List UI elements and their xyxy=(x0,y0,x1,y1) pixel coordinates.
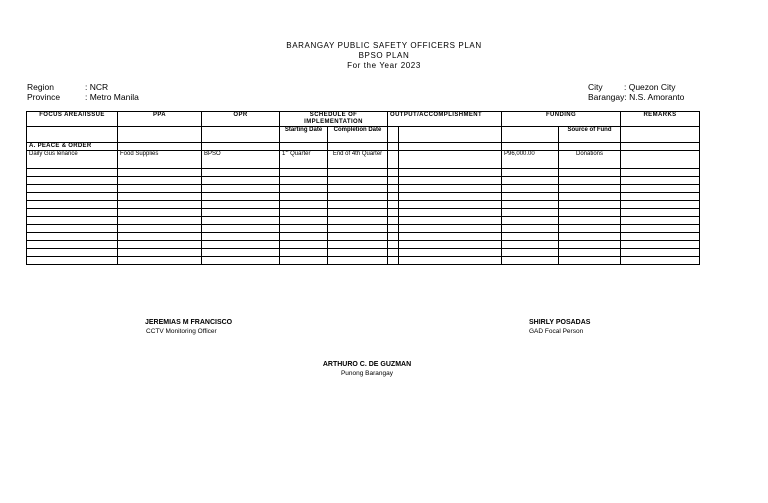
signatory-3-position: Punong Barangay xyxy=(340,370,394,377)
title-line-2: BPSO PLAN xyxy=(358,51,410,60)
location-left xyxy=(27,82,139,102)
table-row xyxy=(27,209,700,217)
signatory-punong-barangay xyxy=(0,360,734,378)
signatory-2-name: SHIRLY POSADAS xyxy=(529,319,591,326)
header-output: OUTPUT/ACCOMPLISHMENT xyxy=(388,112,502,127)
table-header-row xyxy=(27,112,700,127)
table-subheader-row xyxy=(27,127,700,143)
table-row xyxy=(27,241,700,249)
table-row xyxy=(27,201,700,209)
table-row xyxy=(27,151,700,169)
province-label: Province xyxy=(27,92,61,102)
location-right xyxy=(588,82,684,102)
table-row xyxy=(27,233,700,241)
section-label: A. PEACE & ORDER xyxy=(27,143,118,151)
cell-amount: P96,000.00 xyxy=(502,151,559,169)
title-line-1: BARANGAY PUBLIC SAFETY OFFICERS PLAN xyxy=(286,41,482,50)
section-row xyxy=(27,143,700,151)
city-label: City xyxy=(588,82,603,92)
signatory-1-position: CCTV Monitoring Officer xyxy=(146,328,217,335)
table-row xyxy=(27,217,700,225)
cell-opr: BPSO xyxy=(202,151,280,169)
table-row xyxy=(27,257,700,265)
cell-ppa: Food Supplies xyxy=(118,151,202,169)
cell-source: Donations xyxy=(559,151,621,169)
table-row xyxy=(27,185,700,193)
region-label: Region xyxy=(27,82,54,92)
signatory-gad-focal xyxy=(529,318,590,336)
barangay-value: N.S. Amoranto xyxy=(629,92,685,102)
table-row xyxy=(27,225,700,233)
subheader-source: Source of Fund xyxy=(559,127,621,143)
header-opr: OPR xyxy=(202,112,280,127)
subheader-completion: Completion Date xyxy=(328,127,388,143)
table-row xyxy=(27,177,700,185)
cell-focus: Daily Gus lenance xyxy=(27,151,118,169)
signatory-2-position: GAD Focal Person xyxy=(529,328,584,335)
header-funding: FUNDING xyxy=(502,112,621,127)
header-focus: FOCUS AREA/ISSUE xyxy=(27,112,118,127)
signatory-3-name: ARTHURO C. DE GUZMAN xyxy=(322,361,412,368)
header-remarks: REMARKS xyxy=(621,112,700,127)
signatory-1-name: JEREMIAS M FRANCISCO xyxy=(145,319,233,326)
signatory-cctv-officer xyxy=(145,318,232,336)
title-line-3: For the Year 2023 xyxy=(347,61,421,70)
cell-start: 1st Quarter xyxy=(280,151,328,169)
province-value: : Metro Manila xyxy=(85,92,139,102)
plan-table xyxy=(26,111,700,265)
subheader-starting: Starting Date xyxy=(280,127,328,143)
document-title-block xyxy=(0,41,768,71)
barangay-label: Barangay: xyxy=(588,92,627,102)
city-value: : Quezon City xyxy=(624,82,676,92)
table-row xyxy=(27,169,700,177)
table-row xyxy=(27,193,700,201)
region-value: : NCR xyxy=(85,82,109,92)
header-schedule: SCHEDULE OF IMPLEMENTATION xyxy=(280,112,388,127)
header-ppa: PPA xyxy=(118,112,202,127)
table-row xyxy=(27,249,700,257)
cell-completion: End of 4th Quarter xyxy=(328,151,388,169)
